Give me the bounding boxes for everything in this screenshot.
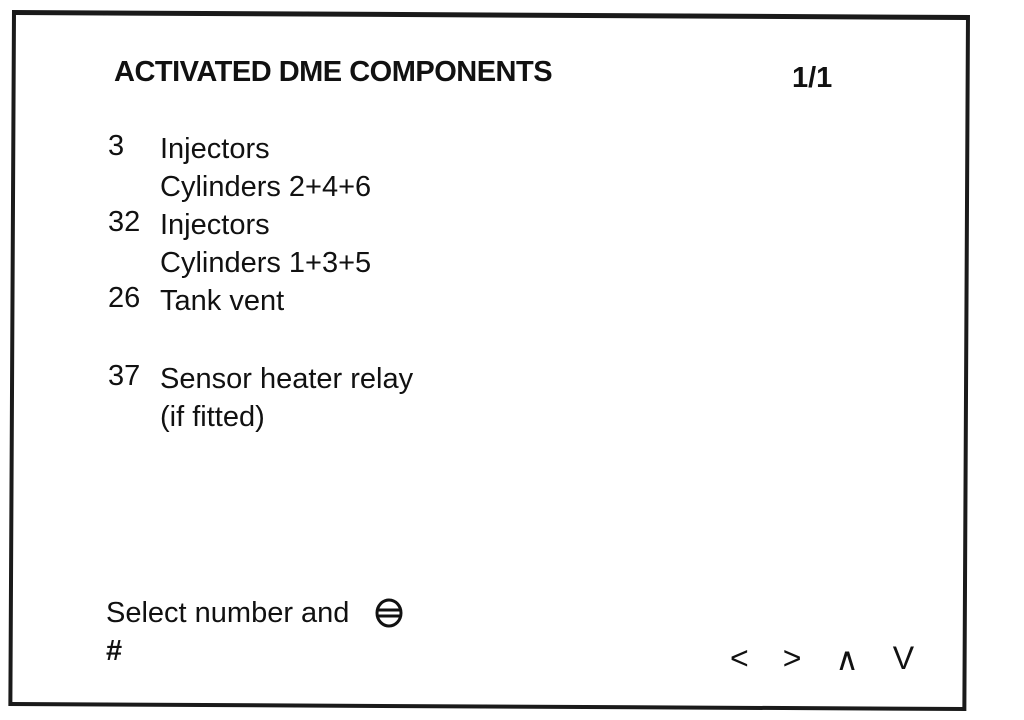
hash-symbol: #: [106, 635, 123, 667]
prompt-text: Select number and: [106, 597, 350, 629]
component-list: [108, 130, 413, 436]
list-item-3[interactable]: [108, 130, 413, 206]
item-number: 32: [108, 206, 141, 238]
nav-left-icon[interactable]: <: [730, 640, 749, 676]
item-label: Injectors: [160, 209, 270, 241]
item-detail: Cylinders 1+3+5: [160, 247, 372, 279]
nav-down-icon[interactable]: V: [892, 640, 915, 676]
item-detail: Cylinders 2+4+6: [160, 171, 372, 203]
item-label: Tank vent: [160, 285, 285, 317]
item-label: Sensor heater relay: [160, 363, 414, 395]
list-gap: [108, 320, 413, 360]
list-item-26[interactable]: [108, 282, 413, 320]
nav-up-icon[interactable]: ∧: [835, 641, 859, 677]
page-indicator: 1/1: [792, 62, 833, 94]
enter-key-icon[interactable]: [375, 598, 403, 628]
list-item-32[interactable]: [108, 206, 413, 282]
item-detail: (if fitted): [160, 401, 265, 433]
item-number: 26: [108, 282, 141, 314]
instruction-prompt: [106, 594, 403, 670]
page-title: ACTIVATED DME COMPONENTS: [114, 56, 553, 88]
item-label: Injectors: [160, 133, 270, 165]
item-number: 3: [108, 130, 125, 162]
item-number: 37: [108, 360, 141, 392]
list-item-37[interactable]: [108, 360, 413, 436]
navigation-arrows: [730, 640, 914, 678]
nav-right-icon[interactable]: >: [782, 640, 802, 676]
